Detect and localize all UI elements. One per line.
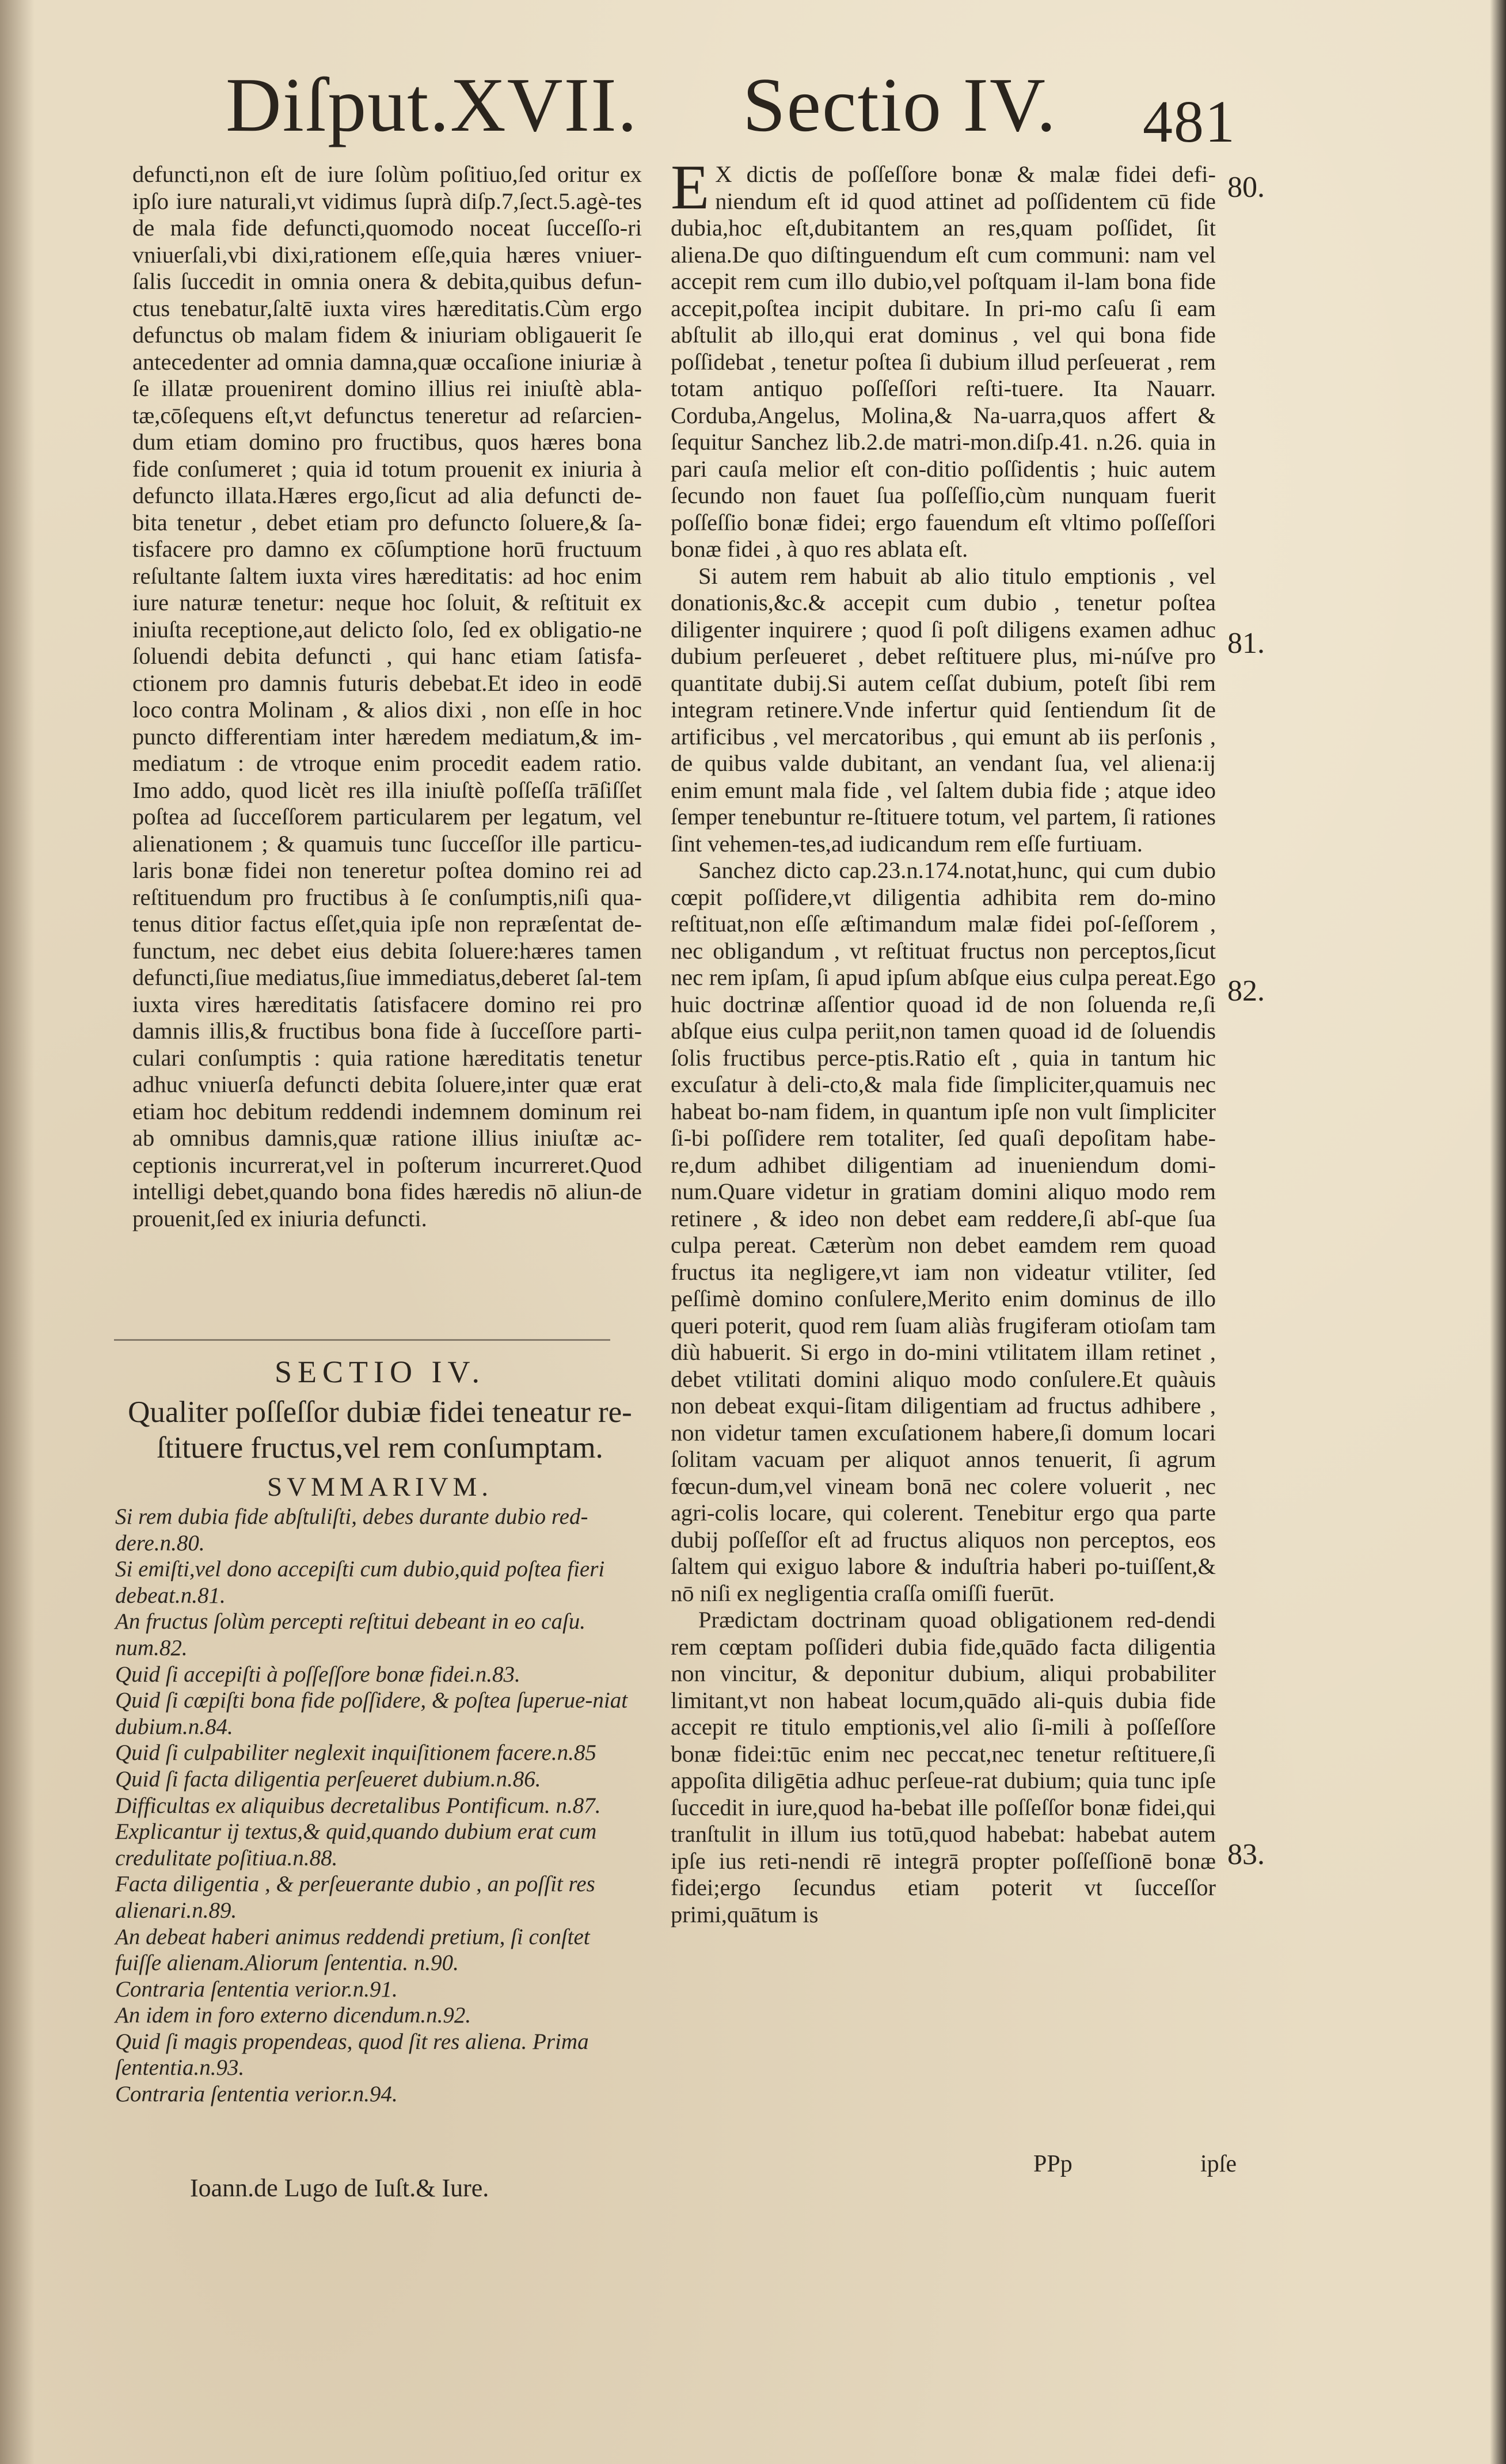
page-number: 481	[1143, 89, 1236, 155]
margin-number: 81.	[1227, 627, 1265, 660]
section-title: SECTIO IV.	[274, 1355, 486, 1389]
margin-number: 82.	[1227, 975, 1265, 1007]
summary-item: Difficultas ex aliquibus decretalibus Pontificum. n.87.	[115, 1793, 601, 1818]
right-column-paragraph	[671, 152, 1216, 563]
right-column-paragraph: Prædictam doctrinam quoad obligationem red-dendi rem cœptam poſſideri dubia fide,quādo facta diligentia non vincitur, & deponitur dubium, aliqui probabiliter limitant,vt non habeat locum,quādo ali-quis dubia fide accepit re titulo emptionis,vel alio ſi-mili à poſſeſſore bonæ fidei:tūc enim nec peccat,nec tenetur reſtituere,ſi appoſita diligētia adhuc perſeue-rat dubium; quia tunc ipſe ſuccedit in iure,quod ha-bebat ille poſſeſſor bonæ fidei,qui tranſtulit in illum ius totū,quod habebat: habebat autem ipſe ius reti-nendi rē integrā propter poſſeſſionē bonæ fidei;ergo ſecundus etiam poterit vt ſucceſſor primi,quātum is	[671, 1607, 1216, 1927]
drop-cap: E	[671, 152, 710, 222]
summary-list	[115, 1504, 636, 2108]
author-signature: Ioann.de Lugo de Iuſt.& Iure.	[190, 2174, 489, 2202]
binding-shadow	[0, 0, 35, 2464]
left-column	[132, 161, 642, 1232]
summary-item: Quid ſi cœpiſti bona fide poſſidere, & poſtea ſuperue-niat dubium.n.84.	[115, 1688, 628, 1739]
summary-item: Contraria ſententia verior.n.94.	[115, 2082, 398, 2107]
summary-item: An fructus ſolùm percepti reſtitui debeant in eo caſu. num.82.	[115, 1609, 586, 1660]
page-edge	[1490, 0, 1506, 2464]
summary-item: An idem in foro externo dicendum.n.92.	[115, 2003, 471, 2028]
summary-item: An debeat haberi animus reddendi pretium, ſi conſtet fuiſſe alienam.Aliorum ſententia. n.90.	[115, 1924, 590, 1976]
section-divider	[114, 1339, 610, 1341]
signature-mark: PPp	[1033, 2151, 1073, 2177]
summary-item: Quid ſi culpabiliter neglexit inquiſitionem facere.n.85	[115, 1740, 596, 1766]
summary-item: Quid ſi accepiſti à poſſeſſore bonæ fidei.n.83.	[115, 1661, 520, 1687]
paragraph-text: X dictis de poſſeſſore bonæ & malæ fidei defi-niendum eſt id quod attinet ad poſſidentem cū fide dubia,hoc eſt,dubitantem an res,quam poſſidet, ſit aliena.De quo diſtinguendum eſt cum communi: nam vel accepit rem cum illo dubio,vel poſtquam il-lam bona fide accepit,poſtea incipit dubitare. In pri-mo caſu ſi eam abſtulit ab illo,qui erat dominus , vel qui bona fide poſſidebat , tenetur poſtea ſi dubium illud perſeuerat , rem totam antiquo poſſeſſori reſti-tuere. Ita Nauarr. Corduba,Angelus, Molina,& Na-uarra,quos affert & ſequitur Sanchez lib.2.de matri-mon.diſp.41. n.26. quia in pari cauſa melior eſt con-ditio poſſidentis ; huic autem ſecundo non fauet ſua poſſeſſio,cùm nunquam fuerit poſſeſſio bonæ fidei; ergo fauendum eſt vltimo poſſeſſori bonæ fidei , à quo res ablata eſt.	[671, 161, 1216, 562]
summary-item: Facta diligentia , & perſeuerante dubio , an poſſit res alienari.n.89.	[115, 1872, 595, 1923]
running-head-left: Diſput.XVII.	[226, 62, 638, 147]
summary-item: Quid ſi magis propendeas, quod ſit res aliena. Prima ſententia.n.93.	[115, 2029, 589, 2081]
summary-item: Explicantur ij textus,& quid,quando dubium erat cum credulitate poſitiua.n.88.	[115, 1819, 597, 1870]
summary-item: Quid ſi facta diligentia perſeueret dubium.n.86.	[115, 1766, 541, 1792]
summary-item: Si rem dubia fide abſtuliſti, debes durante dubio red-dere.n.80.	[115, 1504, 588, 1556]
right-column-paragraph: Sanchez dicto cap.23.n.174.notat,hunc, qui cum dubio cœpit poſſidere,vt diligentia adhibita rem do-mino reſtituat,non eſſe æſtimandum malæ fidei poſ-ſeſſorem , nec obligandum , vt reſtituat fructus non perceptos,ſicut nec rem ipſam, ſi apud ipſum abſque eius culpa pereat.Ego huic doctrinæ aſſentior quoad id de non ſoluenda re,ſi abſque eius culpa periit,non tamen quoad id de ſoluendis ſolis fructibus perce-ptis.Ratio eſt , quia in tantum hic excuſatur à deli-cto,& mala fide ſimpliciter,quamuis nec habeat bo-nam fidem, in quantum ipſe non vult ſimpliciter ſi-bi poſſidere rem totaliter, ſed quaſi depoſitam habe-re,dum adhibet diligentiam ad inueniendum domi-num.Quare videtur in gratiam domini aliquo modo rem retinere , & ideo non debet eam reddere,ſi abſ-que ſua culpa pereat. Cæterùm non debet eamdem rem quoad fructus ita negligere,vt iam non videatur vtiliter, ſed peſſimè domino conſulere,Merito enim dominus de illo queri poterit, quod rem ſuam aliàs frugiferam otioſam tam diù habuerit. Si ergo in do-mini vtilitatem illam retinet , debet vtilitati domini aliquo modo conſulere.Et quàuis non debeat exqui-ſitam diligentiam ad fructus adhibere , non videtur tamen excuſationem habere,ſi domum locari ſolitam vacuam per aliquot annos tenuerit, ſi agrum fœcun-dum,vel vineam bonā nec colere voluerit , nec agri-colis locare, qui colerent. Tenebitur ergo qua parte dubij poſſeſſor eſt ad fructus aliquos non perceptos, eos ſaltem qui exiguo labore & induſtria haberi po-tuiſſent,& nō niſi ex negligentia craſſa omiſſi fuerūt.	[671, 857, 1216, 1606]
summary-item: Si emiſti,vel dono accepiſti cum dubio,quid poſtea fieri debeat.n.81.	[115, 1557, 605, 1608]
summary-item: Contraria ſententia verior.n.91.	[115, 1976, 398, 2002]
summary-title: SVMMARIVM.	[267, 1472, 493, 1502]
left-column-paragraph: defuncti,non eſt de iure ſolùm poſitiuo,ſed oritur ex ipſo iure naturali,vt vidimus ſuprà diſp.7,ſect.5.agè-tes de mala fide defuncti,quomodo noceat ſucceſſo-ri vniuerſali,vbi dixi,rationem eſſe,quia hæres vniuer-ſalis ſuccedit in omnia onera & debita,quibus defun-ctus tenebatur,ſaltē iuxta vires hæreditatis.Cùm ergo defunctus ob malam fidem & iniuriam obligauerit ſe antecedenter ad omnia damna,quæ occaſione iniuriæ à ſe illatæ prouenirent domino illius rei iniuſtè abla-tæ,cōſequens eſt,vt defunctus teneretur ad reſarcien-dum etiam domino pro fructibus, quos hæres bona fide conſumeret ; quia id totum prouenit ex iniuria à defuncto illata.Hæres ergo,ſicut ad alia defuncti de-bita tenetur , debet etiam pro defuncto ſoluere,& ſa-tisfacere pro damno ex cōſumptione horū fructuum reſultante ſaltem iuxta vires hæreditatis: ad hoc enim iure naturæ tenetur: neque hoc ſoluit, & reſtituit ex iniuſta receptione,aut delicto ſolo, ſed ex obligatio-ne ſoluendi debita defuncti , qui hanc etiam ſatisfa-ctionem pro damnis futuris debebat.Et ideo in eodē loco contra Molinam , & alios dixi , non eſſe in hoc puncto differentiam inter hæredem mediatum,& im-mediatum : de vtroque enim procedit eadem ratio. Imo addo, quod licèt res illa iniuſtè poſſeſſa trāſiſſet poſtea ad ſucceſſorem particularem per legatum, vel alienationem ; & quamuis tunc ſucceſſor ille particu-laris bonæ fidei non teneretur poſtea domino rei ad reſtituendum pro fructibus à ſe conſumptis,niſi qua-tenus ditior factus eſſet,quia ipſe non repræſentat de-functum, nec debet eius debita ſoluere:hæres tamen defuncti,ſiue mediatus,ſiue immediatus,deberet ſal-tem iuxta vires hæreditatis ſatisfacere domino rei pro damnis illis,& fructibus bona fide à ſucceſſore parti-culari conſumptis : quia ratione hæreditatis tenetur adhuc vniuerſa defuncti debita ſoluere,inter quæ erat etiam hoc debitum reddendi indemnem dominum rei ab omnibus damnis,quæ ratione illius iniuſtæ ac-ceptionis incurrerat,vel in poſterum incurreret.Quod intelligi debet,quando bona fides hæredis nō aliun-de prouenit,ſed ex iniuria defuncti.	[132, 161, 642, 1231]
catchword: ipſe	[1200, 2151, 1237, 2177]
running-head-section: Sectio IV.	[743, 62, 1058, 147]
right-column-paragraph: Si autem rem habuit ab alio titulo emptionis , vel donationis,&c.& accepit cum dubio , tenetur poſtea diligenter inquirere ; quod ſi poſt diligens examen adhuc dubium perſeueret , debet reſtituere plus, mi-núſve pro quantitate dubij.Si autem ceſſat dubium, poteſt ſibi rem integram retinere.Vnde infertur quid ſentiendum ſit de artificibus , vel mercatoribus , qui emunt ab iis perſonis , de quibus valde dubitant, an vendant ſua, vel aliena:ij enim emunt mala fide , vel ſaltem dubia fide ; atque ideo ſemper tenebuntur re-ſtituere totum, vel partem, ſi rationes ſint vehemen-tes,ad iudicandum rem eſſe furtiuam.	[671, 562, 1216, 857]
margin-number: 80.	[1227, 171, 1265, 204]
margin-number: 83.	[1227, 1838, 1265, 1871]
right-column	[671, 152, 1216, 1928]
section-subtitle: Qualiter poſſeſſor dubiæ fidei teneatur re-ſtituere fructus,vel rem conſumptam.	[128, 1395, 632, 1465]
